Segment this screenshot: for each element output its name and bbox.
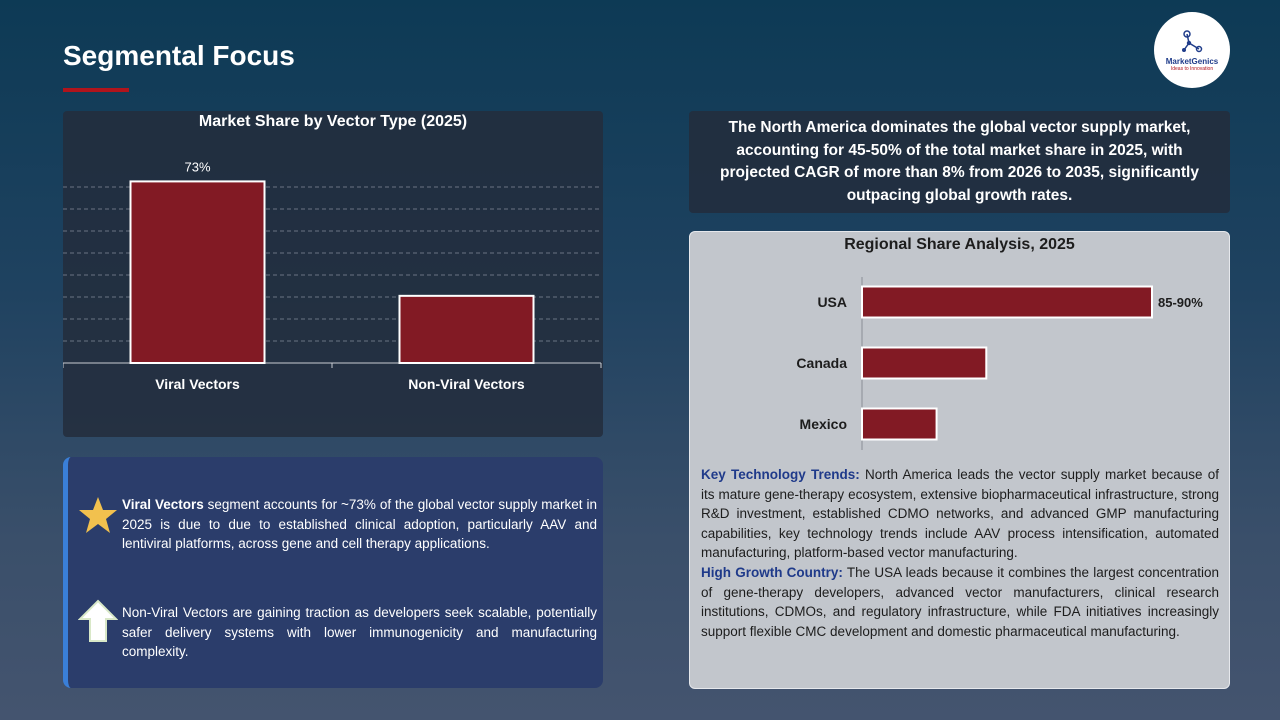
regional-analysis-panel bbox=[689, 231, 1230, 689]
vector-type-bar-chart bbox=[63, 111, 603, 437]
insights-panel bbox=[63, 457, 603, 688]
data-label: 85-90% bbox=[1158, 295, 1203, 310]
viral-vectors-text: segment accounts for ~73% of the global vector supply market in 2025 is due to due to established clinical adoption, particularly AAV and lentiviral platforms, across gene and cell therapy applications. bbox=[122, 497, 597, 551]
company-logo bbox=[1154, 12, 1230, 88]
key-trends-label: Key Technology Trends: bbox=[701, 467, 860, 482]
bar-usa bbox=[862, 287, 1152, 318]
vector-type-chart-panel bbox=[63, 111, 603, 437]
trends-text bbox=[701, 465, 1219, 641]
viral-vectors-bullet bbox=[122, 495, 597, 554]
data-label: 73% bbox=[184, 159, 211, 175]
page-title: Segmental Focus bbox=[63, 40, 295, 71]
bar-canada bbox=[862, 348, 986, 379]
logo-tagline: Ideas to Innovation bbox=[1170, 65, 1214, 72]
bar-non-viral-vectors bbox=[400, 296, 534, 363]
up-arrow-icon bbox=[78, 599, 118, 643]
north-america-summary: The North America dominates the global vector supply market, accounting for 45-50% of the total market share in 2025, with projected CAGR of more than 8% from 2026 to 2035, significantly outpacing global growth rates. bbox=[689, 111, 1230, 213]
bar-viral-vectors bbox=[131, 181, 265, 363]
growth-country-text: The USA leads because it combines the largest concentration of gene-therapy developers, advanced vector manufacturers, clinical research institutions, CDMOs, and regulatory infrastructure, while FDA initiatives increasingly support flexible CMC development and domestic pharmaceutical manufacturing. bbox=[701, 564, 1220, 639]
y-tick-label: USA bbox=[817, 294, 847, 310]
regional-chart-title: Regional Share Analysis, 2025 bbox=[844, 236, 1075, 253]
bar-mexico bbox=[862, 409, 937, 440]
title-underline bbox=[63, 88, 129, 92]
vector-type-chart-title: Market Share by Vector Type (2025) bbox=[198, 113, 468, 130]
y-tick-label: Mexico bbox=[799, 416, 847, 432]
star-icon bbox=[78, 495, 118, 535]
non-viral-vectors-bullet: Non-Viral Vectors are gaining traction as developers seek scalable, potentially safer delivery systems with lower immunogenicity and manufacturing complexity. bbox=[122, 605, 597, 659]
logo-name: MarketGenics bbox=[1165, 56, 1219, 66]
growth-country-label: High Growth Country: bbox=[701, 564, 843, 580]
molecule-icon bbox=[1179, 29, 1205, 55]
key-trends-text: North America leads the vector supply market because of its mature gene-therapy ecosystem, extensive biopharmaceutical infrastructure, strong R&D investment, established CDMO networks, and advanced GMP manufacturing capabilities, key technology trends include AAV process intensification, automated manufacturing, platform-based vector manufacturing. bbox=[701, 467, 1220, 561]
regional-share-bar-chart bbox=[690, 232, 1231, 457]
x-tick-label: Viral Vectors bbox=[155, 376, 240, 392]
x-tick-label: Non-Viral Vectors bbox=[408, 376, 525, 392]
viral-vectors-label: Viral Vectors bbox=[122, 497, 204, 512]
y-tick-label: Canada bbox=[796, 355, 847, 371]
